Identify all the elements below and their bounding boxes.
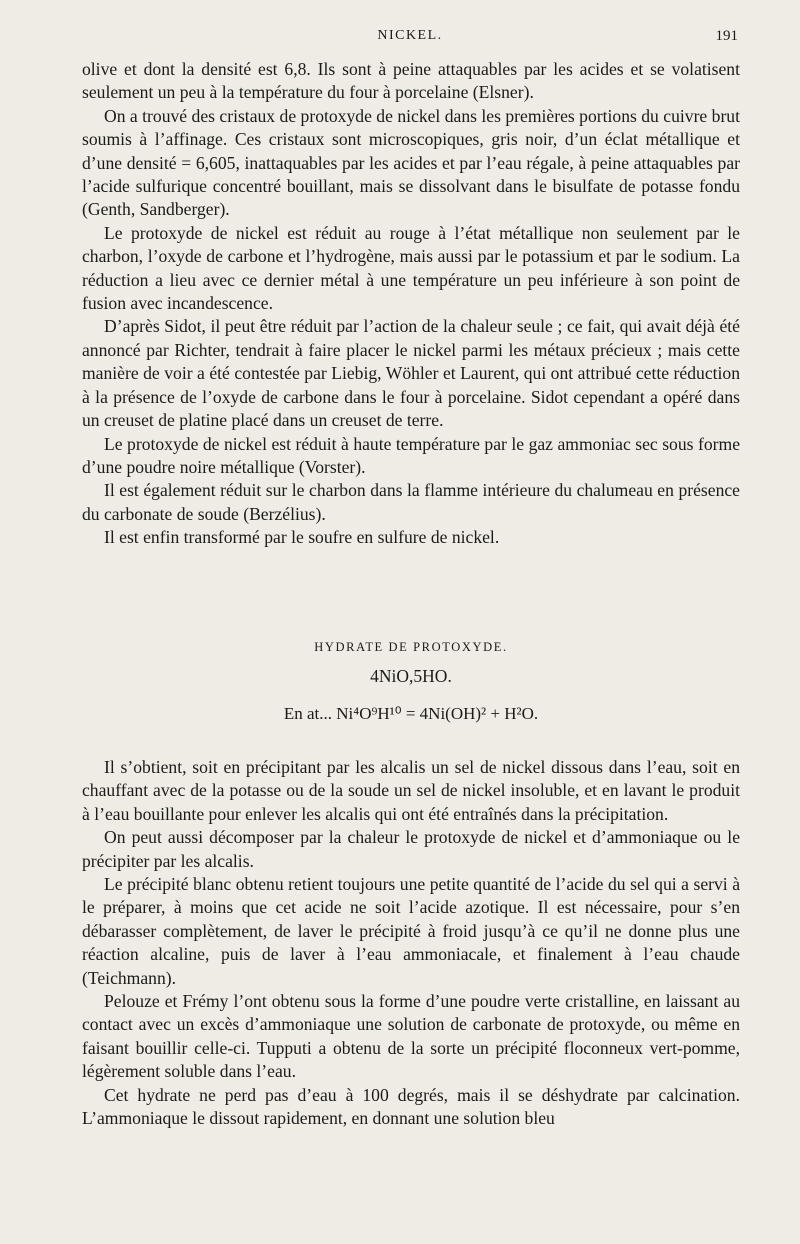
body-text-bottom bbox=[82, 756, 740, 1131]
formula-atomic: En at... Ni⁴O⁹H¹⁰ = 4Ni(OH)² + H²O. bbox=[283, 704, 539, 723]
paragraph: On a trouvé des cristaux de protoxyde de nickel dans les premières portions du cuivre brut soumis à l’affinage. Ces cristaux sont microscopiques, gris noir, d’un éclat métallique et d’une densité = 6,605, inattaquables par les acides et par l’eau régale, à peine attaquables par l’acide sulfurique concentré bouillant, mais se dissolvant dans le bisulfate de potasse fondu (Genth, Sandberger). bbox=[82, 105, 740, 220]
paragraph: Il s’obtient, soit en précipitant par les alcalis un sel de nickel dissous dans l’eau, soit en chauffant avec de la potasse ou de la soude un sel de nickel insoluble, et en lavant le produit à l’eau bouillante pour enlever les alcalis qui ont été entraînés dans la précipitation. bbox=[82, 757, 740, 824]
paragraph: Le précipité blanc obtenu retient toujours une petite quantité de l’acide du sel qui a servi à le préparer, à moins que cet acide ne soit l’acide azotique. Il est nécessaire, pour s’en débarasser complètement, de laver le précipité à froid jusqu’à ce qu’il ne donne plus une réaction alcaline, puis de laver à l’eau ammoniacale, et finalement à l’eau chaude (Teichmann). bbox=[82, 874, 740, 988]
page-number: 191 bbox=[715, 28, 738, 44]
paragraph: olive et dont la densité est 6,8. Ils sont à peine attaquables par les acides et se volatisent seulement un peu à la température du four à porcelaine (Elsner). bbox=[82, 59, 740, 103]
paragraph: Il est également réduit sur le charbon dans la flamme intérieure du chalumeau en présence du carbonate de soude (Berzélius). bbox=[82, 480, 740, 524]
paragraph: On peut aussi décomposer par la chaleur le protoxyde de nickel et d’ammoniaque ou le précipiter par les alcalis. bbox=[82, 827, 740, 871]
running-title: NICKEL. bbox=[377, 28, 443, 43]
formula-equivalents: 4NiO,5HO. bbox=[370, 666, 452, 686]
section-heading: HYDRATE DE PROTOXYDE. bbox=[314, 640, 508, 654]
body-text-top bbox=[82, 58, 740, 550]
paragraph: D’après Sidot, il peut être réduit par l’action de la chaleur seule ; ce fait, qui avait déjà été annoncé par Richter, tendrait à faire placer le nickel parmi les métaux précieux ; mais cette manière de voir a été contestée par Liebig, Wöhler et Laurent, qui ont attribué cette réduction à la présence de l’oxyde de carbone dans le four à porcelaine. Sidot cependant a opéré dans un creuset de platine placé dans un creuset de terre. bbox=[82, 316, 740, 431]
paragraph: Cet hydrate ne perd pas d’eau à 100 degrés, mais il se déshydrate par calcination. L’ammoniaque le dissout rapidement, en donnant une solution bleu bbox=[82, 1084, 740, 1129]
paragraph: Il est enfin transformé par le soufre en sulfure de nickel. bbox=[104, 527, 500, 548]
running-head bbox=[82, 28, 738, 50]
paragraph: Pelouze et Frémy l’ont obtenu sous la forme d’une poudre verte cristalline, en laissant au contact avec un excès d’ammoniaque une solution de carbonate de protoxyde, ou même en faisant bouillir celle-ci. Tupputi a obtenu de la sorte un précipité floconneux vert-pomme, légèrement soluble dans l’eau. bbox=[82, 991, 740, 1082]
paragraph: Le protoxyde de nickel est réduit à haute température par le gaz ammoniac sec sous forme d’une poudre noire métallique (Vorster). bbox=[82, 433, 740, 477]
paragraph: Le protoxyde de nickel est réduit au rouge à l’état métallique non seulement par le charbon, l’oxyde de carbone et l’hydrogène, mais aussi par le potassium et par le sodium. La réduction a lieu avec ce dernier métal à une température un peu inférieure à son point de fusion avec incandescence. bbox=[82, 222, 740, 314]
